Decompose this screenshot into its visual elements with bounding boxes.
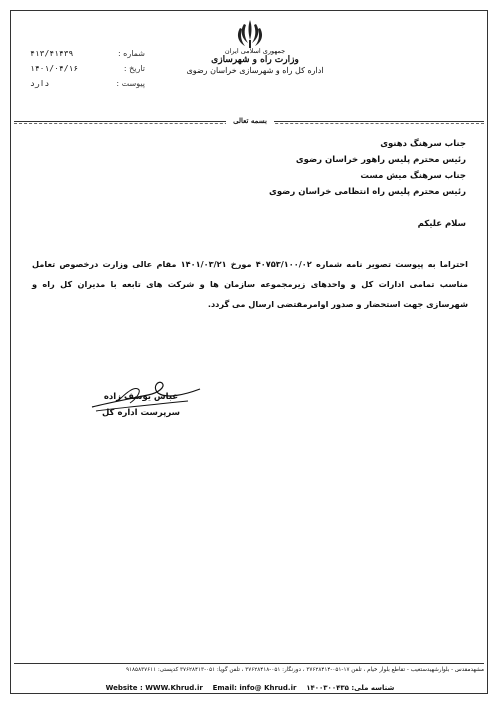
- date-label: تاریخ :: [123, 64, 145, 73]
- footer-national-id: شناسه ملی: ۱۴۰۰۳۰۰۴۳۵: [306, 684, 395, 692]
- footer-contact: [16, 684, 484, 692]
- footer-website: Website : WWW.Khrud.ir: [105, 684, 203, 692]
- attachment-value: دارد: [30, 79, 50, 88]
- meta-attachment-row: [30, 76, 145, 91]
- date-value: ۱۴۰۱/۰۴/۱۶: [30, 64, 79, 73]
- ministry-country-line: جمهوری اسلامی ایران: [224, 47, 286, 55]
- recipient-line: رئیس محترم پلیس راه انتظامی خراسان رضوی: [269, 187, 466, 197]
- footer-divider: [14, 663, 484, 664]
- invocation-text: بسمه تعالی: [226, 113, 274, 129]
- signatory-title: سرپرست اداره کل: [101, 408, 180, 418]
- recipient-line: جناب سرهنگ میش مست: [360, 171, 466, 181]
- meta-date-row: [30, 61, 145, 76]
- signatory-name: عباس یوسف زاده: [103, 392, 179, 402]
- number-label: شماره :: [117, 49, 145, 58]
- attachment-label: پیوست :: [116, 79, 145, 88]
- meta-number-row: [30, 46, 145, 61]
- recipients-block: [136, 136, 466, 200]
- letter-body: احتراما به پیوست تصویر نامه شماره ۴۰۷۵۳/۱۰۰/۰۲ مورخ ۱۴۰۱/۰۳/۲۱ مقام عالی وزارت درخصوص تعامل مناسب تمامی ادارات کل و واحدهای زیرمجموعه سازمان ها و شرکت های تابعه با مدیران کل راه و شهرسازی جهت استحضار و صدور اوامرمقتضی ارسال می گردد.: [32, 259, 468, 309]
- recipient-line: رئیس محترم پلیس راهور خراسان رضوی: [295, 155, 466, 165]
- recipient-line: جناب سرهنگ دهنوی: [380, 139, 466, 149]
- ministry-name: وزارت راه و شهرسازی: [211, 55, 299, 66]
- ministry-header: [170, 47, 340, 76]
- greeting: سلام علیکم: [417, 219, 466, 229]
- footer-email: Email: info@ Khrud.ir: [212, 684, 297, 692]
- footer-address: مشهدمقدس - بلوارشهیدستغیب - تقاطع بلوار خیام ، تلفن ۱۷-۰۵۱-۳۷۶۲۸۴۱۴ ، دورنگار: ۰۵۱-۳۷۶۲۸۴۱۸ ، تلفن گویا: ۰۵۱-۳۷۶۲۸۴۱۳ کدپستی: ۹۱۸۵۸۳۷۶۱۱: [126, 667, 484, 673]
- letter-meta: [30, 46, 145, 91]
- ministry-department: اداره کل راه و شهرسازی خراسان رضوی: [186, 66, 324, 76]
- number-value: ۴۱۳/۴۱۴۳۹: [30, 49, 74, 58]
- signature-block: [102, 392, 180, 418]
- iran-emblem-logo: [235, 18, 265, 50]
